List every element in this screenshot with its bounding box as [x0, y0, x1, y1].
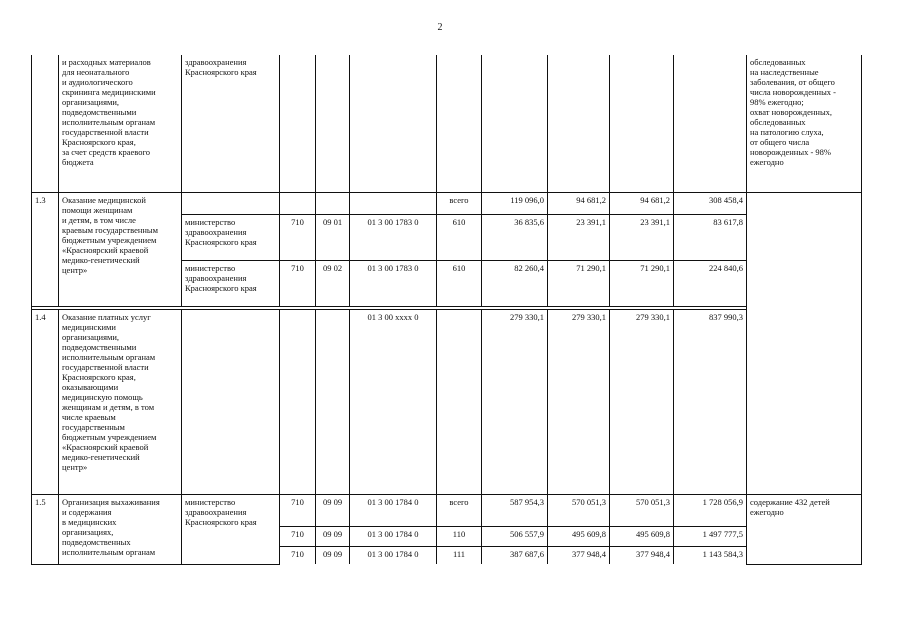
grbs-cell: министерство здравоохранения Красноярского края — [182, 214, 280, 260]
amount-cell: 23 391,1 — [610, 214, 674, 260]
table-row — [32, 494, 862, 526]
amount-cell: 279 330,1 — [610, 309, 674, 494]
amount-cell: 82 260,4 — [482, 260, 548, 306]
rzpr-cell: 09 02 — [316, 260, 350, 306]
csr-cell: 01 3 00 1784 0 — [350, 494, 437, 526]
amount-cell: 36 835,6 — [482, 214, 548, 260]
amount-cell: 495 609,8 — [548, 526, 610, 546]
budget-table — [31, 55, 862, 565]
amount-cell: 1 728 056,9 — [674, 494, 747, 526]
amount-cell: 506 557,9 — [482, 526, 548, 546]
amount-cell: 377 948,4 — [548, 546, 610, 564]
amount-cell: 119 096,0 — [482, 192, 548, 214]
csr-cell: 01 3 00 1783 0 — [350, 214, 437, 260]
amount-cell: 94 681,2 — [610, 192, 674, 214]
amount-cell: 387 687,6 — [482, 546, 548, 564]
amount-cell: 279 330,1 — [482, 309, 548, 494]
code-cell: 710 — [280, 214, 316, 260]
vr-cell: 110 — [437, 526, 482, 546]
amount-cell: 308 458,4 — [674, 192, 747, 214]
amount-cell: 224 840,6 — [674, 260, 747, 306]
rzpr-cell: 09 09 — [316, 546, 350, 564]
vr-cell: всего — [437, 494, 482, 526]
item-name: Оказание медицинской помощи женщинам и детям, в том числе краевым государственным бюджетным учреждением «Красноярский краевой медико-генетический центр» — [59, 192, 182, 306]
csr-cell: 01 3 00 1784 0 — [350, 546, 437, 564]
code-cell: 710 — [280, 260, 316, 306]
amount-cell: 837 990,3 — [674, 309, 747, 494]
table-row — [32, 309, 862, 494]
vr-cell: 610 — [437, 260, 482, 306]
csr-cell: 01 3 00 1784 0 — [350, 526, 437, 546]
rzpr-cell: 09 09 — [316, 494, 350, 526]
code-cell: 710 — [280, 546, 316, 564]
rzpr-cell: 09 01 — [316, 214, 350, 260]
amount-cell: 71 290,1 — [548, 260, 610, 306]
csr-cell: 01 3 00 1783 0 — [350, 260, 437, 306]
vr-cell: 610 — [437, 214, 482, 260]
amount-cell: 587 954,3 — [482, 494, 548, 526]
amount-cell: 377 948,4 — [610, 546, 674, 564]
item-name: и расходных материалов для неонатального и аудиологического скрининга медицинскими организациями, подведомственными исполнительным органам государственной власти Красноярского края, за счет средств краевого бюджета — [59, 55, 182, 192]
expected-result: обследованных на наследственные заболевания, от общего числа новорожденных - 98% ежегодно; охват новорожденных, обследованных на патологию слуха, от общего числа новорожденных - 98% ежегодно — [747, 55, 862, 192]
csr-cell: 01 3 00 хххх 0 — [350, 309, 437, 494]
code-cell: 710 — [280, 526, 316, 546]
amount-cell: 71 290,1 — [610, 260, 674, 306]
amount-cell: 1 143 584,3 — [674, 546, 747, 564]
vr-cell: 111 — [437, 546, 482, 564]
row-number: 1.3 — [32, 192, 59, 306]
vr-cell: всего — [437, 192, 482, 214]
amount-cell: 570 051,3 — [548, 494, 610, 526]
grbs-cell: министерство здравоохранения Красноярского края — [182, 494, 280, 564]
amount-cell: 23 391,1 — [548, 214, 610, 260]
page-number: 2 — [437, 22, 443, 33]
row-number: 1.5 — [32, 494, 59, 564]
table-row — [32, 192, 862, 214]
expected-result — [747, 192, 862, 494]
rzpr-cell: 09 09 — [316, 526, 350, 546]
row-number: 1.4 — [32, 309, 59, 494]
amount-cell: 94 681,2 — [548, 192, 610, 214]
row-number — [32, 55, 59, 192]
amount-cell: 570 051,3 — [610, 494, 674, 526]
table-row — [32, 55, 862, 192]
grbs-cell: министерство здравоохранения Красноярского края — [182, 260, 280, 306]
item-name: Организация выхаживания и содержания в медицинских организациях, подведомственных исполнительным органам — [59, 494, 182, 564]
code-cell: 710 — [280, 494, 316, 526]
expected-result: содержание 432 детей ежегодно — [747, 494, 862, 564]
amount-cell: 495 609,8 — [610, 526, 674, 546]
amount-cell: 1 497 777,5 — [674, 526, 747, 546]
grbs-cell: здравоохранения Красноярского края — [182, 55, 280, 192]
amount-cell: 83 617,8 — [674, 214, 747, 260]
amount-cell: 279 330,1 — [548, 309, 610, 494]
item-name: Оказание платных услуг медицинскими организациями, подведомственными исполнительным органам государственной власти Красноярского края, оказывающими медицинскую помощь женщинам и детям, в том числе краевым государственным бюджетным учреждением «Красноярский краевой медико-генетический центр» — [59, 309, 182, 494]
